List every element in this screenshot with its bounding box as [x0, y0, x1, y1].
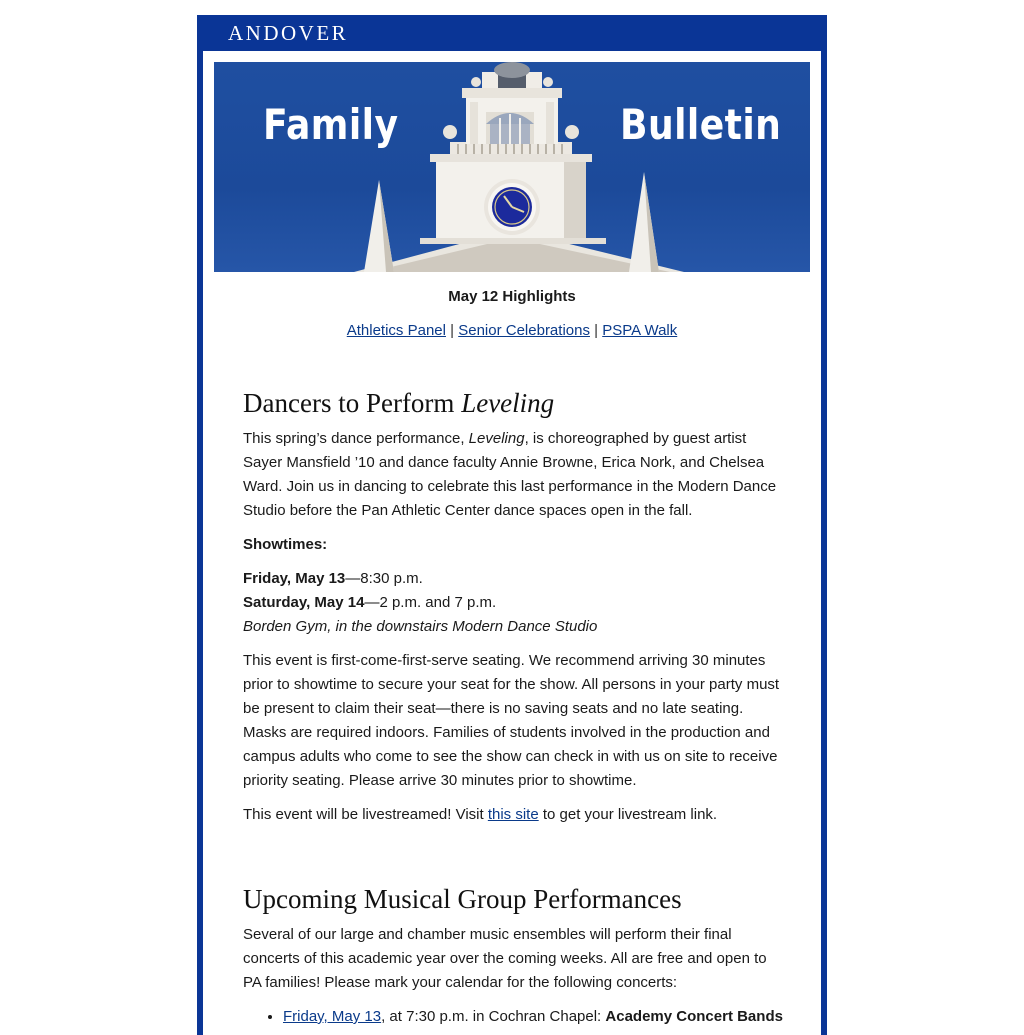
livestream-link[interactable]: this site — [487, 806, 539, 823]
link-pspa-walk[interactable]: PSPA Walk — [602, 322, 678, 339]
dance-heading-title: Leveling — [461, 388, 555, 418]
clock-tower-illustration — [214, 62, 810, 272]
list-item — [283, 1005, 783, 1029]
dance-intro-title: Leveling — [468, 430, 525, 447]
article-content — [243, 387, 783, 1029]
link-separator: | — [594, 322, 599, 339]
newsletter-body — [203, 51, 821, 1035]
dance-heading — [243, 387, 783, 419]
showtime-day: Friday, May 13 — [243, 570, 346, 587]
music-intro: Several of our large and chamber music ensembles will perform their final concerts of this academic year over the coming weeks. All are free and open to PA families! Please mark your calendar for the following concerts: — [243, 926, 767, 991]
dance-heading-text: Dancers to Perform — [243, 388, 462, 418]
link-senior-celebrations[interactable]: Senior Celebrations — [458, 322, 590, 339]
showtime-location: Borden Gym, in the downstairs Modern Dance Studio — [243, 618, 598, 635]
livestream-text: to get your livestream link. — [538, 806, 718, 823]
hero-banner — [214, 62, 810, 272]
dance-intro — [243, 427, 783, 523]
showtime-day: Saturday, May 14 — [243, 594, 365, 611]
concert-detail: , at 7:30 p.m. in Cochran Chapel: — [381, 1008, 606, 1025]
seating-info: This event is first-come-first-serve seating. We recommend arriving 30 minutes prior to showtime to secure your seat for the show. All persons in your party must be present to claim their seat—there is no saving seats and no late seating. Masks are required indoors. Families of students involved in the production and campus adults who come to see the show can check in with us on site to receive priority seating. Please arrive 30 minutes prior to showtime. — [243, 652, 780, 789]
livestream-info — [243, 803, 783, 827]
concert-date-link[interactable]: Friday, May 13 — [283, 1008, 382, 1025]
hero-title-bulletin: Bulletin — [620, 100, 782, 149]
dance-intro-text: , is choreographed by guest artist Sayer Mansfield ’10 and dance faculty Annie Browne, Erica Nork, and Chelsea Ward. Join us in dancing to celebrate this last performance in the Modern Dance Studio before the Pan Athletic Center dance spaces open in the fall. — [243, 430, 777, 519]
andover-logo: ANDOVER — [228, 21, 349, 45]
livestream-text: This event will be livestreamed! Visit — [243, 806, 488, 823]
showtimes-list — [243, 567, 783, 639]
newsletter-frame — [197, 15, 827, 1035]
concert-list — [243, 1005, 783, 1029]
section-spacer — [243, 837, 783, 883]
dance-intro-text: This spring’s dance performance, — [243, 430, 469, 447]
link-athletics-panel[interactable]: Athletics Panel — [346, 322, 446, 339]
showtimes-label — [243, 533, 783, 557]
showtimes-label-text: Showtimes: — [243, 536, 328, 553]
showtime-time: —2 p.m. and 7 p.m. — [364, 594, 497, 611]
concert-group: Academy Concert Bands — [605, 1008, 783, 1025]
showtime-time: —8:30 p.m. — [345, 570, 423, 587]
link-separator: | — [450, 322, 455, 339]
music-heading: Upcoming Musical Group Performances — [243, 884, 682, 914]
hero-title-family: Family — [263, 100, 399, 149]
masthead — [197, 15, 827, 51]
highlights-title: May 12 Highlights — [448, 288, 576, 305]
highlight-links — [203, 322, 821, 339]
